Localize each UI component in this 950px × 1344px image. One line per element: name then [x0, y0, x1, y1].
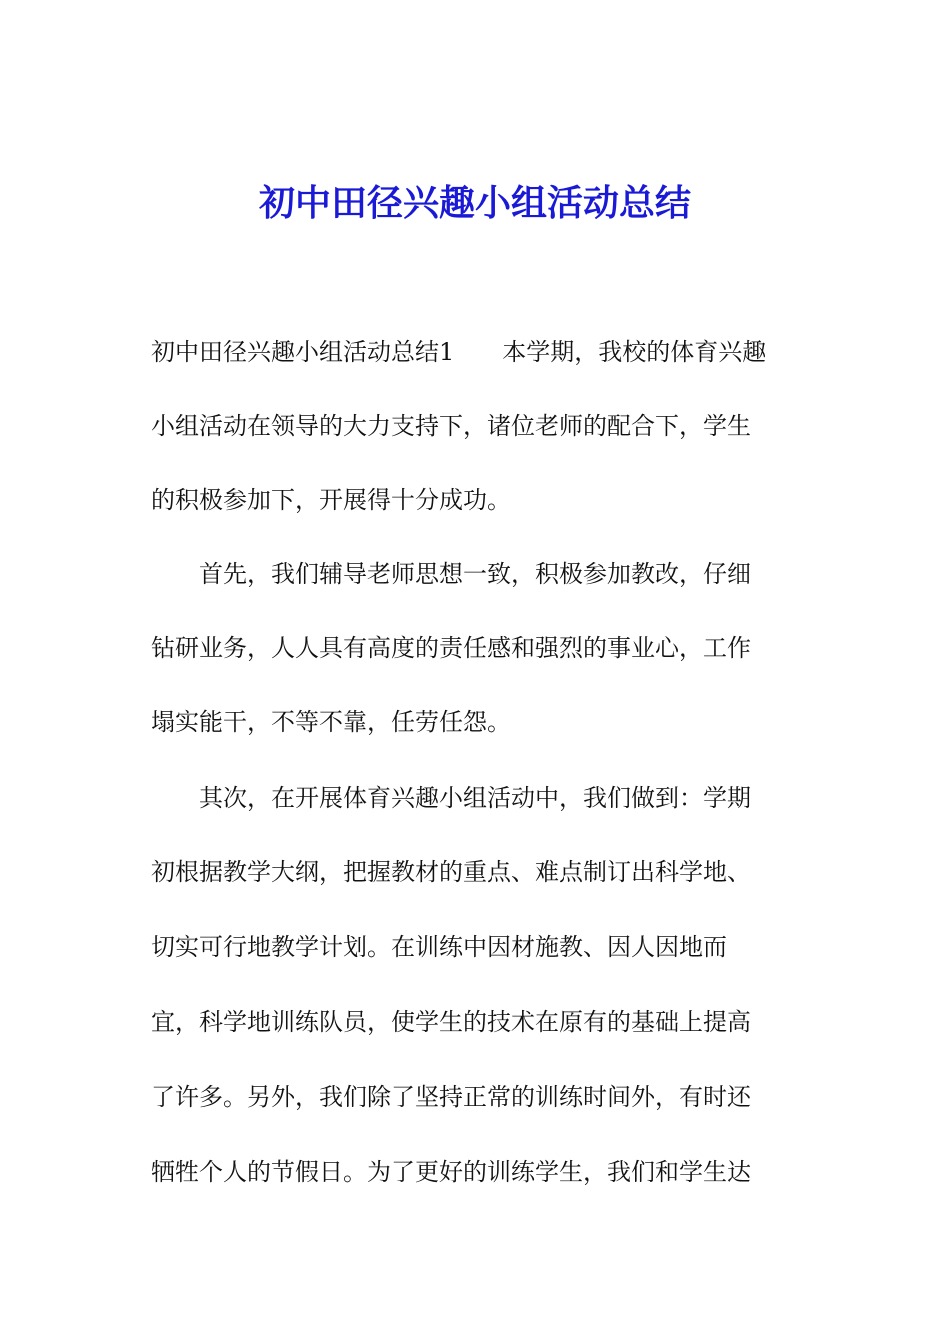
- body-line: 钻研业务，人人具有高度的责任感和强烈的事业心，工作: [151, 634, 751, 662]
- body-line: 初中田径兴趣小组活动总结1 本学期，我校的体育兴趣: [151, 338, 767, 366]
- body-line: 切实可行地教学计划。在训练中因材施教、因人因地而: [151, 933, 727, 961]
- body-line: 小组活动在领导的大力支持下，诸位老师的配合下，学生: [151, 412, 751, 440]
- body-line: 首先，我们辅导老师思想一致，积极参加教改，仔细: [151, 560, 751, 588]
- body-line: 初根据教学大纲，把握教材的重点、难点制订出科学地、: [151, 858, 751, 886]
- document-title: 初中田径兴趣小组活动总结: [258, 182, 691, 224]
- body-line: 宜，科学地训练队员，使学生的技术在原有的基础上提高: [151, 1008, 751, 1036]
- body-line: 牺牲个人的节假日。为了更好的训练学生，我们和学生达: [151, 1158, 751, 1186]
- body-line: 了许多。另外，我们除了坚持正常的训练时间外，有时还: [151, 1083, 751, 1111]
- body-line: 塌实能干，不等不靠，任劳任怨。: [151, 708, 511, 736]
- body-line: 的积极参加下，开展得十分成功。: [151, 486, 511, 514]
- body-line: 其次，在开展体育兴趣小组活动中，我们做到：学期: [151, 784, 751, 812]
